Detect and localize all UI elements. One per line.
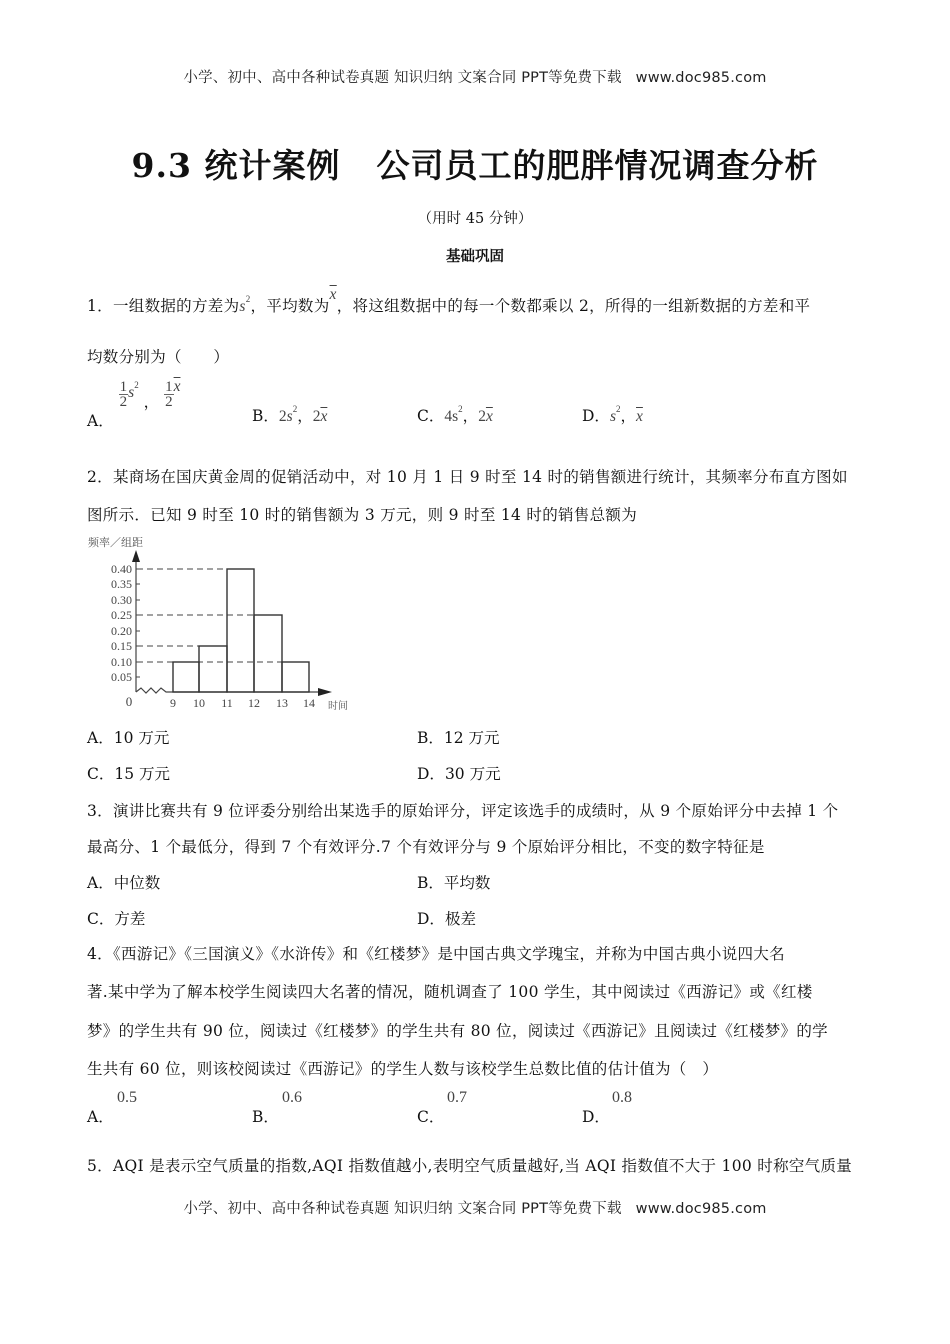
question-4-line-3: 梦》的学生共有 90 位，阅读过《红楼梦》的学生共有 80 位，阅读过《西游记》且阅读过《红楼梦》的学 bbox=[87, 1022, 828, 1040]
svg-text:0.10: 0.10 bbox=[111, 655, 132, 669]
footer-banner bbox=[0, 1197, 950, 1218]
footer-banner-text: 小学、初中、高中各种试卷真题 知识归纳 文案合同 PPT等免费下载 bbox=[183, 1201, 622, 1217]
origin-label: 0 bbox=[125, 694, 133, 709]
svg-text:11: 11 bbox=[221, 696, 233, 710]
question-text: AQI 是表示空气质量的指数,AQI 指数值越小,表明空气质量越好,当 AQI 指数值不大于 100 时称空气质量 bbox=[112, 1157, 853, 1175]
option-text: 15 万元 bbox=[114, 765, 171, 783]
question-4-line-4: 生共有 60 位，则该校阅读过《西游记》的学生人数与该校学生总数比值的估计值为（ ） bbox=[87, 1060, 719, 1078]
option-text: 平均数 bbox=[443, 874, 491, 892]
q1-option-c[interactable]: C．$4s^2$，$2\overline{x}$ bbox=[417, 404, 493, 425]
section-heading: 基础巩固 bbox=[446, 248, 504, 265]
mean-symbol: $\overline{x}$ bbox=[173, 377, 181, 395]
x-tick-labels bbox=[170, 696, 315, 710]
bar-13-14 bbox=[282, 662, 309, 692]
option-text: 0.7 bbox=[447, 1089, 467, 1106]
option-label: B． bbox=[252, 407, 279, 425]
svg-text:0.35: 0.35 bbox=[111, 577, 132, 591]
question-1-line-2: 均数分别为（ ） bbox=[87, 348, 230, 366]
q1-option-a[interactable]: A． $\frac{1}{2}$ $s^2$ ， $\frac{1}{2}$ $\overline{x}$ bbox=[87, 377, 181, 430]
question-3-line-2: 最高分、1 个最低分，得到 7 个有效评分.7 个有效评分与 9 个原始评分相比，不变的数字特征是 bbox=[87, 838, 765, 856]
option-text: 极差 bbox=[444, 910, 476, 928]
question-number: 2． bbox=[87, 468, 113, 486]
question-number: 4． bbox=[87, 945, 113, 963]
q2-option-c[interactable] bbox=[87, 762, 170, 784]
variance-symbol: $4s^2$ bbox=[444, 404, 463, 425]
option-label: D． bbox=[582, 407, 610, 425]
q4-option-d[interactable] bbox=[582, 1089, 632, 1127]
q2-option-b[interactable] bbox=[417, 726, 500, 748]
question-5-line-1 bbox=[87, 1154, 852, 1176]
q1-text-b: ，平均数为 bbox=[250, 297, 330, 315]
histogram-bars bbox=[173, 569, 309, 692]
mean-symbol: $\overline{x}$ bbox=[485, 408, 493, 425]
svg-text:13: 13 bbox=[276, 696, 288, 710]
option-text: 0.6 bbox=[282, 1089, 302, 1106]
option-label: A． bbox=[87, 729, 114, 747]
option-text: 12 万元 bbox=[443, 729, 500, 747]
svg-text:0.30: 0.30 bbox=[111, 593, 132, 607]
y-ticks bbox=[136, 569, 140, 677]
option-label: A． bbox=[87, 1108, 114, 1126]
question-3-line-1 bbox=[87, 799, 838, 821]
header-banner-text: 小学、初中、高中各种试卷真题 知识归纳 文案合同 PPT等免费下载 bbox=[183, 70, 622, 86]
option-label: B． bbox=[417, 874, 444, 892]
option-label: C． bbox=[417, 1108, 445, 1126]
question-text: 演讲比赛共有 9 位评委分别给出某选手的原始评分，评定该选手的成绩时，从 9 个原始评分中去掉 1 个 bbox=[112, 802, 839, 820]
q1-text-a: 一组数据的方差为 bbox=[112, 297, 240, 315]
bar-10-11 bbox=[199, 646, 227, 692]
fraction-half: $\frac{1}{2}$ bbox=[165, 379, 173, 410]
svg-text:0.40: 0.40 bbox=[111, 562, 132, 576]
variance-symbol: $s^2$ bbox=[286, 404, 298, 425]
question-4-line-2: 著.某中学为了解本校学生阅读四大名著的情况，随机调查了 100 学生，其中阅读过《西游记》或《红楼 bbox=[87, 983, 813, 1001]
question-number: 1． bbox=[87, 297, 113, 315]
q3-option-c[interactable] bbox=[87, 907, 145, 929]
q1-option-d[interactable]: D．$s^2$，$\overline{x}$ bbox=[582, 404, 643, 425]
q4-option-a[interactable] bbox=[87, 1089, 137, 1127]
svg-text:9: 9 bbox=[170, 696, 176, 710]
page-title bbox=[0, 140, 950, 187]
svg-text:12: 12 bbox=[248, 696, 260, 710]
footer-banner-url[interactable]: www.doc985.com bbox=[635, 1201, 767, 1217]
option-label: B． bbox=[417, 729, 444, 747]
y-axis-arrow-icon bbox=[132, 550, 140, 562]
q2-option-d[interactable] bbox=[417, 762, 501, 784]
option-label: D． bbox=[417, 765, 445, 783]
question-2-line-2: 图所示．已知 9 时至 10 时的销售额为 3 万元，则 9 时至 14 时的销售总额为 bbox=[87, 506, 638, 524]
option-text: 0.5 bbox=[117, 1089, 137, 1106]
question-1-line-1 bbox=[87, 286, 811, 316]
x-axis-arrow-icon bbox=[318, 688, 332, 696]
question-number: 5． bbox=[87, 1157, 113, 1175]
option-label: B． bbox=[252, 1108, 279, 1126]
title-topic: 公司员工的肥胖情况调查分析 bbox=[376, 146, 819, 185]
option-label: D． bbox=[417, 910, 445, 928]
q1-option-b[interactable]: B．$2s^2$，$2\overline{x}$ bbox=[252, 404, 328, 425]
option-label: D． bbox=[582, 1108, 610, 1126]
question-2-line-1 bbox=[87, 465, 848, 487]
bar-9-10 bbox=[173, 662, 199, 692]
option-text: 中位数 bbox=[113, 874, 161, 892]
bar-12-13 bbox=[254, 615, 282, 692]
q4-option-b[interactable] bbox=[252, 1089, 302, 1127]
mean-symbol: $\overline{x}$ bbox=[636, 408, 643, 425]
variance-symbol: $s^2$ bbox=[128, 379, 139, 401]
option-label: A． bbox=[87, 874, 114, 892]
svg-text:10: 10 bbox=[193, 696, 205, 710]
q3-option-b[interactable] bbox=[417, 871, 490, 893]
q4-option-c[interactable] bbox=[417, 1089, 467, 1127]
mean-symbol: $\overline{x}$ bbox=[329, 286, 337, 303]
time-limit: （用时 45 分钟） bbox=[417, 211, 533, 227]
bar-11-12 bbox=[227, 569, 254, 692]
variance-symbol: $s^2$ bbox=[239, 294, 251, 315]
svg-text:0.15: 0.15 bbox=[111, 639, 132, 653]
option-label: C． bbox=[87, 910, 115, 928]
variance-symbol: $s^2$ bbox=[609, 404, 621, 425]
q3-option-a[interactable] bbox=[87, 871, 160, 893]
question-4-line-1 bbox=[87, 942, 785, 964]
question-number: 3． bbox=[87, 802, 113, 820]
question-text: 《西游记》《三国演义》《水浒传》和《红楼梦》是中国古典文学瑰宝，并称为中国古典小说四大名 bbox=[112, 945, 785, 963]
svg-text:0.05: 0.05 bbox=[111, 670, 132, 684]
y-axis-label: 频率／组距 bbox=[88, 537, 143, 549]
header-banner bbox=[0, 66, 950, 87]
q1-text-c: ，将这组数据中的每一个数都乘以 2，所得的一组新数据的方差和平 bbox=[336, 297, 811, 315]
fraction-half: $\frac{1}{2}$ bbox=[119, 379, 128, 410]
option-text: 方差 bbox=[114, 910, 146, 928]
option-label: C． bbox=[417, 407, 445, 425]
title-number: 9.3 统计案例 bbox=[131, 146, 341, 185]
x-axis-label: 时间 bbox=[328, 701, 348, 712]
q2-option-a[interactable] bbox=[87, 726, 169, 748]
question-text: 某商场在国庆黄金周的促销活动中，对 10 月 1 日 9 时至 14 时的销售额进行统计，其频率分布直方图如 bbox=[112, 468, 848, 486]
svg-text:14: 14 bbox=[303, 696, 315, 710]
mean-symbol: $\overline{x}$ bbox=[320, 408, 328, 425]
svg-text:0.20: 0.20 bbox=[111, 624, 132, 638]
option-text: 30 万元 bbox=[444, 765, 501, 783]
svg-text:0.25: 0.25 bbox=[111, 608, 132, 622]
q3-option-d[interactable] bbox=[417, 907, 476, 929]
option-label: C． bbox=[87, 765, 115, 783]
header-banner-url[interactable]: www.doc985.com bbox=[635, 70, 767, 86]
frequency-histogram bbox=[86, 530, 356, 715]
y-tick-labels bbox=[111, 562, 132, 684]
option-text: 10 万元 bbox=[113, 729, 170, 747]
option-text: 0.8 bbox=[612, 1089, 632, 1106]
option-label: A． bbox=[87, 411, 114, 430]
